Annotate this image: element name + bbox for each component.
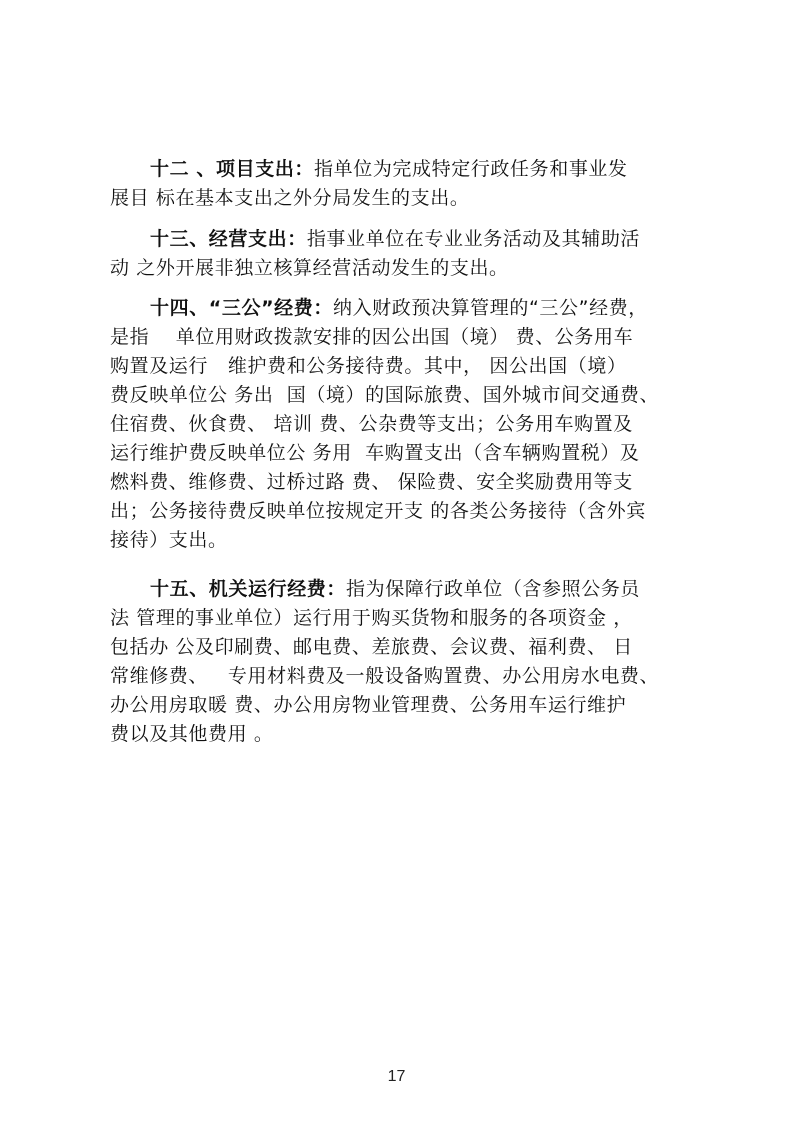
term-definition-start: 指为保障行政单位（含参照公务员 (346, 578, 641, 600)
section-project-expenditure (110, 155, 710, 213)
paragraph-line: 出；公务接待费反映单位按规定开支 的各类公务接待（含外宾 (110, 500, 646, 522)
paragraph-line: 运行维护费反映单位公 务用 车购置支出（含车辆购置税）及 (110, 442, 640, 464)
paragraph-line: 展目 标在基本支出之外分局发生的支出。 (110, 187, 470, 209)
paragraph-first-line (110, 155, 710, 184)
paragraph-first-line (110, 225, 710, 254)
paragraph-line: 动 之外开展非独立核算经营活动发生的支出。 (110, 257, 509, 279)
section-three-public-expenses (110, 294, 710, 555)
term-heading: 十四、“三公”经费： (150, 297, 333, 319)
paragraph-first-line (110, 294, 710, 323)
paragraph-line: 购置及运行 维护费和公务接待费。其中， 因公出国（境） (110, 355, 627, 377)
paragraph-line: 是指 单位用财政拨款安排的因公出国（境） 费、公务用车 (110, 326, 634, 348)
term-definition-start: 纳入财政预决算管理的“三公”经费， (332, 297, 648, 319)
term-definition-start: 指事业单位在专业业务活动及其辅助活 (306, 228, 641, 250)
term-heading: 十三、经营支出： (150, 228, 307, 250)
paragraph-line: 费反映单位公 务出 国（境）的国际旅费、国外城市间交通费、 (110, 384, 660, 406)
paragraph-line: 接待）支出。 (110, 529, 228, 551)
paragraph-first-line (110, 575, 710, 604)
paragraph-line: 办公用房取暖 费、办公用房物业管理费、公务用车运行维护 (110, 694, 627, 716)
term-heading: 十二 、项目支出： (150, 158, 315, 180)
section-operating-expenditure (110, 225, 710, 283)
paragraph-line: 常维修费、 专用材料费及一般设备购置费、办公用房水电费、 (110, 665, 660, 687)
page-number: 17 (387, 1068, 406, 1085)
paragraph-line: 住宿费、伙食费、 培训 费、公杂费等支出；公务用车购置及 (110, 413, 633, 435)
term-definition-start: 指单位为完成特定行政任务和事业发 (314, 158, 628, 180)
paragraph-line: 费以及其他费用 。 (110, 723, 274, 745)
paragraph-line: 包括办 公及印刷费、邮电费、差旅费、会议费、福利费、 日 (110, 636, 633, 658)
paragraph-line: 燃料费、维修费、过桥过路 费、 保险费、安全奖励费用等支 (110, 471, 633, 493)
section-agency-operating-funds (110, 575, 710, 749)
term-heading: 十五、机关运行经费： (150, 578, 347, 600)
paragraph-line: 法 管理的事业单位）运行用于购买货物和服务的各项资金 ， (110, 607, 633, 629)
